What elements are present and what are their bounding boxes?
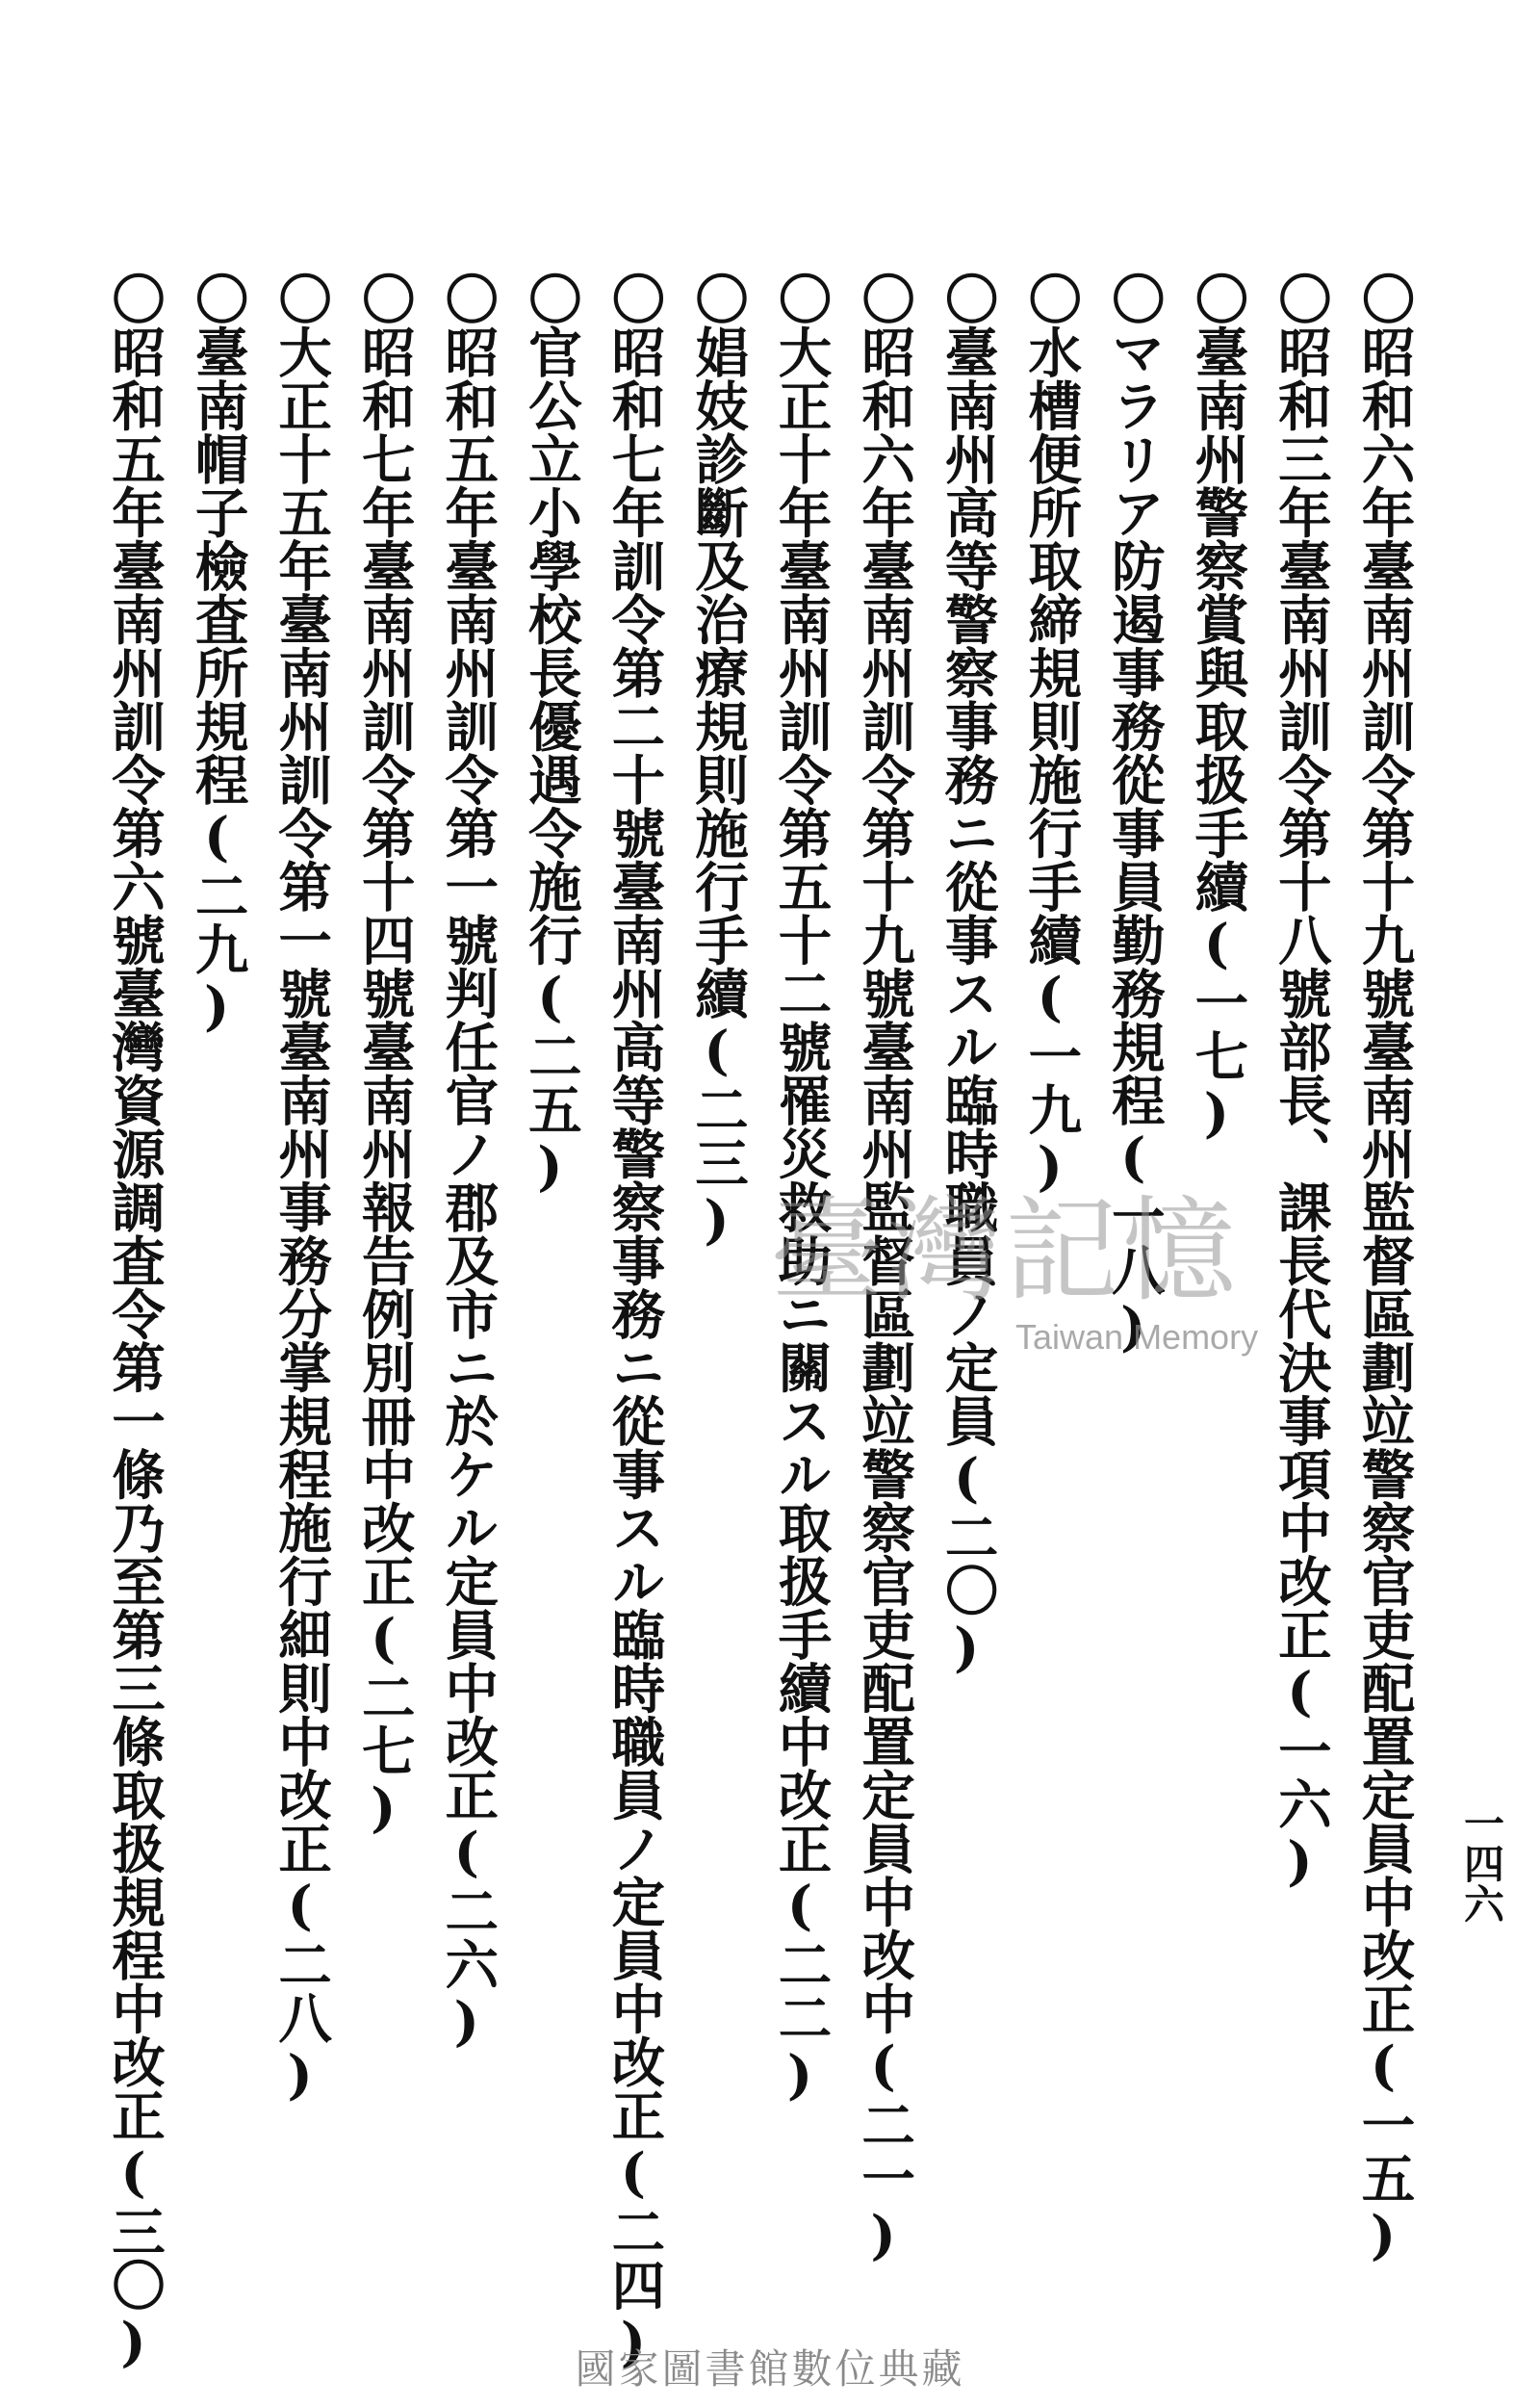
entry-text: 〇娼妓診斷及治療規則施行手續(二三) [684, 272, 748, 1252]
list-item [1258, 272, 1342, 1966]
list-item [925, 272, 1009, 1966]
entry-text: 〇官公立小學校長優遇令施行(二五) [518, 272, 581, 1199]
list-item [591, 272, 675, 2374]
page-number: 一四六 [1458, 1802, 1505, 1924]
list-item [1174, 272, 1258, 1966]
entry-text: 〇マラリア防遏事務從事員勤務規程(一八) [1101, 272, 1165, 1359]
watermark-subtitle: Taiwan Memory [1015, 1317, 1259, 1357]
list-item [175, 272, 259, 1966]
list-item [424, 272, 508, 2054]
watermark-logo: 臺灣記憶 [770, 1184, 1241, 1317]
list-item [758, 272, 842, 2107]
list-item [841, 272, 925, 2267]
entry-text: 〇大正十五年臺南州訓令第一號臺南州事務分掌規程施行細則中改正(二八) [269, 272, 332, 2107]
entry-text: 〇臺南州警察賞與取扱手續(一七) [1185, 272, 1248, 1145]
list-item [342, 272, 425, 1966]
entry-text: 〇昭和五年臺南州訓令第一號判任官ノ郡及市ニ於ケル定員中改正(二六) [435, 272, 499, 2054]
archive-stamp: 國家圖書館數位典藏 [575, 2345, 965, 2393]
entry-text: 〇昭和三年臺南州訓令第十八號部長、課長代決事項中改正(一六) [1268, 272, 1331, 1893]
entry-text: 〇昭和五年臺南州訓令第六號臺灣資源調査令第一條乃至第三條取扱規程中改正(三〇) [102, 272, 166, 2374]
entry-text: 〇臺南帽子檢査所規程(二九) [185, 272, 248, 1038]
list-item [1091, 272, 1175, 1966]
entry-text: 〇大正十年臺南州訓令第五十二號罹災救助ニ關スル取扱手續中改正(二二) [768, 272, 832, 2107]
list-item [675, 272, 758, 1966]
list-item [1341, 272, 1424, 2267]
list-item [1008, 272, 1091, 1966]
entry-text: 〇臺南州高等警察事務ニ從事スル臨時職員ノ定員(二〇) [935, 272, 998, 1679]
list-item [258, 272, 342, 2107]
entry-text: 〇昭和六年臺南州訓令第十九號臺南州監督區劃竝警察官吏配置定員中改正(一五) [1351, 272, 1415, 2267]
entry-text: 〇昭和七年臺南州訓令第十四號臺南州報告例別冊中改正(二七) [351, 272, 415, 1840]
entry-text: 〇水槽便所取締規則施行手續(一九) [1018, 272, 1082, 1199]
list-item [508, 272, 592, 1966]
entry-text: 〇昭和六年臺南州訓令第十九號臺南州監督區劃竝警察官吏配置定員中改中(二一) [852, 272, 915, 2267]
entry-text: 〇昭和七年訓令第二十號臺南州高等警察事務ニ從事スル臨時職員ノ定員中改正(二四) [602, 272, 665, 2374]
list-item [91, 272, 175, 2374]
